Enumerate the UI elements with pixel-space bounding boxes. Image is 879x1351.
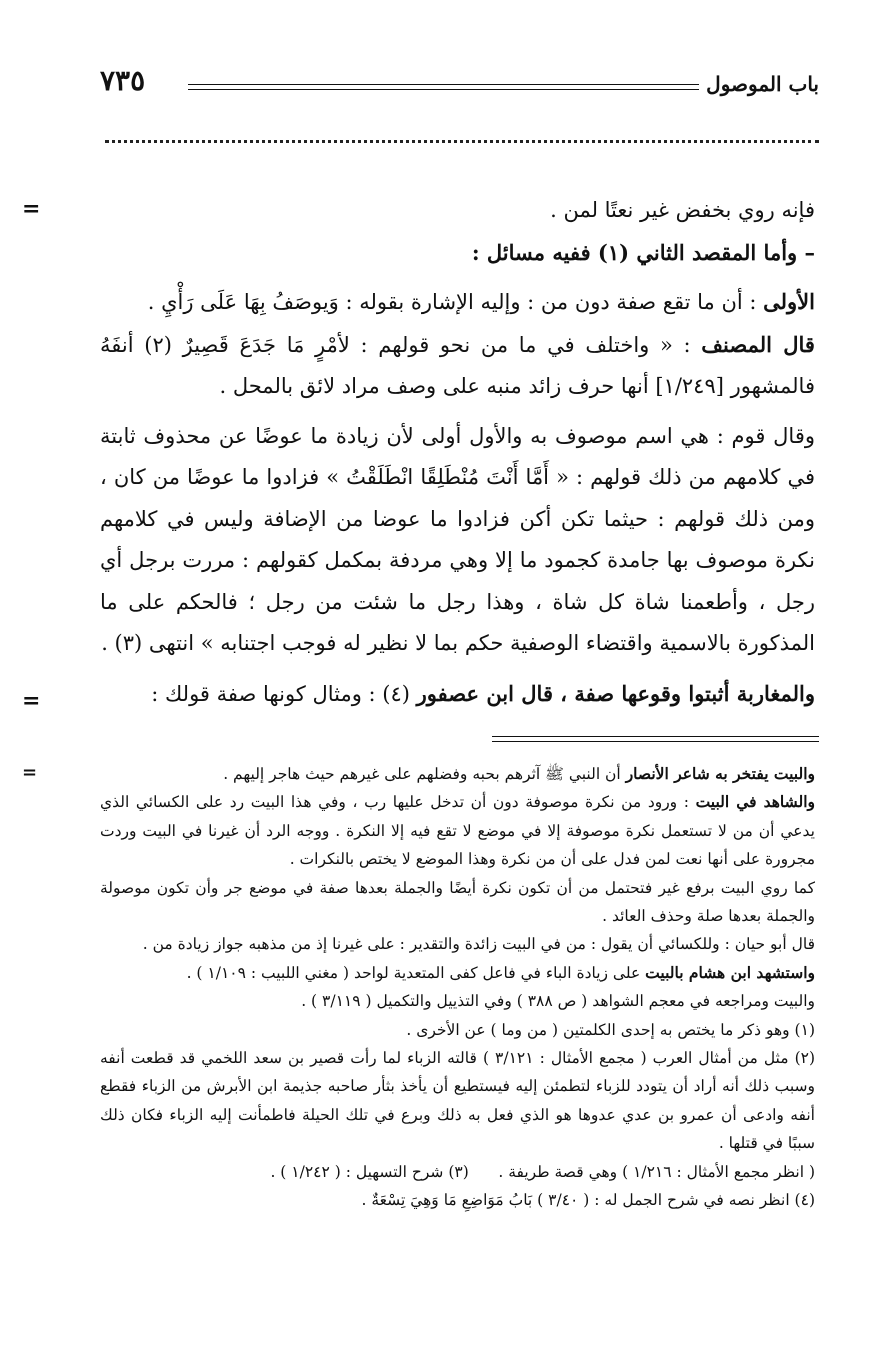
dotted-separator	[105, 140, 819, 143]
bold-lead: والشاهد في البيت	[695, 792, 815, 812]
paragraph	[100, 324, 815, 408]
header-rule	[188, 84, 699, 90]
footnote-text: : ورود من نكرة موصوفة دون أن تدخل عليها رب ، وفي هذا البيت رد على الكسائي الذي يدعي أن من لا تستعمل نكرة موصوفة إلا في موضع لا تقع فيه إلا النكرة . ووجه الرد أن غيرنا في البيت وردت مجرورة على أنها نعت لمن فدل على أن من نكرة وهذا الموضع لا يختص بالنكرات .	[100, 793, 815, 869]
paragraph: وقال قوم : هي اسم موصوف به والأول أولى لأن زيادة ما عوضًا عن محذوف ثابتة في كلامهم من ذلك قولهم : « أَمَّا أَنْتَ مُنْطَلِقًا انْطَلَقْتُ » فزادوا ما عوضًا من كان ، ومن ذلك قولهم : حيثما تكن أكن فزادوا ما عوضا من الإضافة وليس في كلامهم نكرة موصوف بها جامدة كجمود ما إلا وهي مردفة بمكمل كقولهم : مررت برجل أي رجل ، وأطعمنا شاة كل شاة ، وهذا رجل ما شئت من رجل ؛ فالحكم على ما المذكورة بالاسمية واقتضاء الوصفية حكم بما لا نظير له فوجب اجتنابه » انتهى (٣) .	[100, 423, 815, 655]
bold-lead: والمغاربة أثبتوا وقوعها صفة ، قال ابن عصفور	[416, 680, 815, 706]
paragraph-text: : أن ما تقع صفة دون من : وإليه الإشارة بقوله : وَيوصَفُ بِهَا عَلَى رَأْيِ .	[147, 290, 757, 314]
footnote-continuation-mark: =	[22, 762, 38, 783]
page-number: ٧٣٥	[100, 64, 146, 97]
heading-second-part	[100, 232, 815, 274]
footnote-line: والبيت ومراجعه في معجم الشواهد ( ص ٣٨٨ ) وفي التذييل والتكميل ( ٣/١١٩ ) .	[301, 992, 815, 1011]
paragraph	[100, 673, 815, 716]
footnote-4: (٤) انظر نصه في شرح الجمل له : ( ٣/٤٠ ) بَابُ مَوَاضِعِ مَا وَهِيَ تِسْعَةٌ .	[361, 1191, 815, 1210]
bold-lead: والبيت يفتخر به شاعر الأنصار	[625, 764, 815, 783]
footnote-line: قال أبو حيان : وللكسائي أن يقول : من في البيت زائدة والتقدير : على غيرنا إذ من مذهبه جواز زيادة من .	[142, 935, 815, 954]
bold-lead: قال المصنف	[701, 331, 815, 357]
bold-lead: الأولى	[763, 289, 815, 314]
paragraph: فإنه روي بخفض غير نعتًا لمن .	[550, 198, 815, 222]
footnote-line: كما روي البيت برفع غير فتحتمل من أن تكون نكرة أيضًا والجملة بعدها صفة في موضع جر وأن تكون موصولة والجملة بعدها صلة وحذف العائد .	[100, 878, 815, 926]
heading-text: – وأما المقصد الثاني (١) ففيه مسائل :	[471, 239, 815, 265]
main-text	[100, 190, 815, 715]
footnote-text: على زيادة الباء في فاعل كفى المتعدية لواحد ( مغني اللبيب : ١/١٠٩ ) .	[186, 963, 641, 982]
footnote-line	[100, 788, 815, 873]
footnote-line	[100, 959, 815, 987]
footnote-1: (١) وهو ذكر ما يختص به إحدى الكلمتين ( من وما ) عن الأخرى .	[406, 1020, 815, 1039]
footnote-line	[100, 760, 815, 788]
footnote-rule	[492, 736, 819, 742]
paragraph-text: : « واختلف في ما من نحو قولهم : لأمْرٍ مَا جَدَعَ قَصِيرٌ (٢) أنفَهُ فالمشهور [١/٢٤٩] أنها حرف زائد منبه على وصف مراد لائق بالمحل .	[100, 332, 815, 398]
chapter-title: باب الموصول	[706, 72, 819, 96]
footnotes	[100, 760, 815, 1215]
footnote-text: أن النبي ﷺ آثرهم بحبه وفضلهم على غيرهم حيث هاجر إليهم .	[223, 765, 621, 783]
continuation-mark: =	[22, 196, 41, 222]
continuation-mark: =	[22, 688, 41, 714]
footnote-text: ( انظر مجمع الأمثال : ١/٢١٦ ) وهي قصة طريفة .	[498, 1162, 815, 1181]
footnote-3: (٣) شرح التسهيل : ( ١/٢٤٢ ) .	[270, 1162, 469, 1181]
paragraph-text: (٤) : ومثال كونها صفة قولك :	[151, 681, 410, 706]
paragraph	[100, 281, 815, 324]
bold-lead: واستشهد ابن هشام بالبيت	[645, 962, 815, 982]
footnote-2: (٢) مثل من أمثال العرب ( مجمع الأمثال : ٣/١٢١ ) قالته الزباء لما رأت قصير بن سعد اللخمي قد قطعت أنفه وسبب ذلك أنه أراد أن يتودد للزباء لتطمئن إليه فيستطيع أن يأخذ بثأر صاحبه جذيمة ابن الأبرش من الزباء فقطع أنفه وادعى أن عمرو بن عدي عدوها هو الذي فعل به ذلك وبرع في تلك الحيلة فاطمأنت إليه الزباء فكان ذلك سببًا في قتلها .	[100, 1049, 816, 1153]
footnote-line	[100, 1158, 815, 1186]
